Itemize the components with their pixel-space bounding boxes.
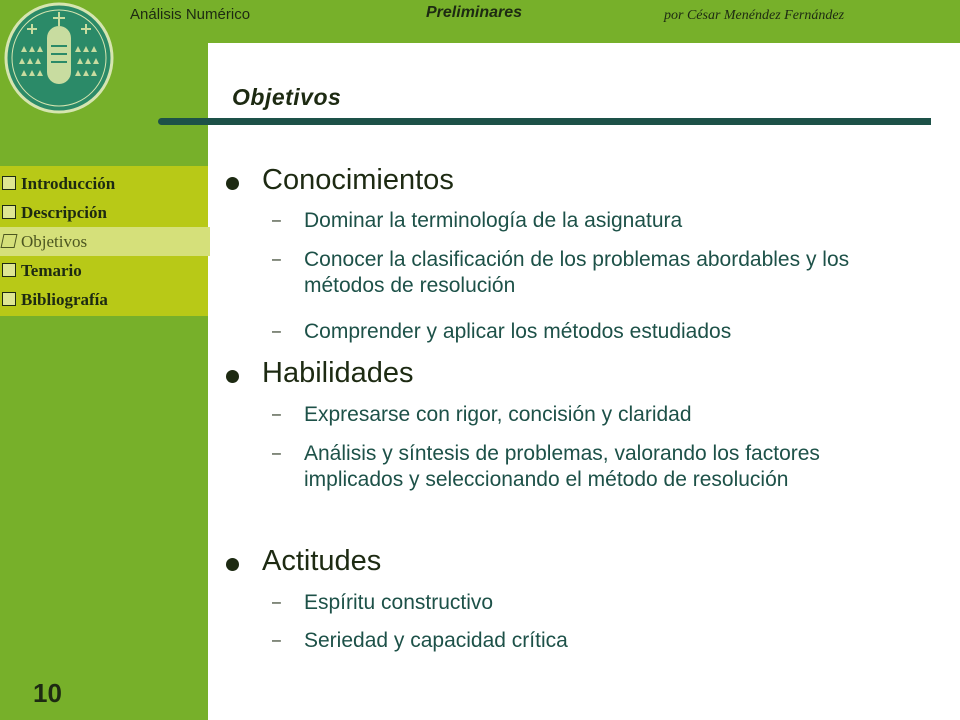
section-nav [0, 166, 208, 316]
bullet-item: – Comprender y aplicar los métodos estudiados [272, 320, 732, 343]
slide-title: Objetivos [232, 84, 342, 110]
bullet-item: – Conocer la clasificación de los problemas abordables y los métodos de resolución [272, 248, 850, 297]
bullet-item: – Espíritu constructivo [272, 591, 494, 614]
nav-item-label: Introducción [21, 174, 116, 193]
checkbox-icon [2, 205, 16, 219]
bullet-item: – Análisis y síntesis de problemas, valorando los factores implicados y seleccionando el método de resolución [272, 442, 820, 491]
nav-item-label: Temario [21, 261, 82, 280]
bullet-heading: Habilidades [262, 357, 414, 390]
nav-item-temario[interactable] [2, 256, 82, 285]
bullet-dot-icon [226, 370, 239, 383]
checkbox-icon [2, 176, 16, 190]
bullet-item: – Dominar la terminología de la asignatura [272, 209, 683, 232]
bullet-heading: Actitudes [262, 545, 381, 578]
checkbox-icon [1, 234, 18, 248]
bullet-heading: Conocimientos [262, 164, 454, 197]
nav-item-label: Bibliografía [21, 290, 108, 309]
page-number: 10 [33, 678, 62, 708]
nav-item-label: Objetivos [21, 232, 88, 251]
bullet-item: – Expresarse con rigor, concisión y claridad [272, 403, 692, 426]
bullet-item: – Seriedad y capacidad crítica [272, 629, 568, 652]
nav-item-objetivos[interactable] [0, 227, 210, 256]
checkbox-icon [2, 292, 16, 306]
nav-item-label: Descripción [21, 203, 107, 222]
title-divider [158, 118, 931, 125]
university-seal-icon [3, 2, 115, 114]
nav-item-bibliografia[interactable] [2, 285, 108, 314]
nav-item-introduccion[interactable] [2, 169, 115, 198]
header-bar [208, 0, 960, 43]
course-title: Análisis Numérico [130, 6, 251, 23]
bullet-dot-icon [226, 177, 239, 190]
author-credit: por César Menéndez Fernández [664, 8, 845, 23]
bullet-dot-icon [226, 558, 239, 571]
checkbox-icon [2, 263, 16, 277]
section-title: Preliminares [426, 4, 523, 21]
nav-item-descripcion[interactable] [2, 198, 107, 227]
